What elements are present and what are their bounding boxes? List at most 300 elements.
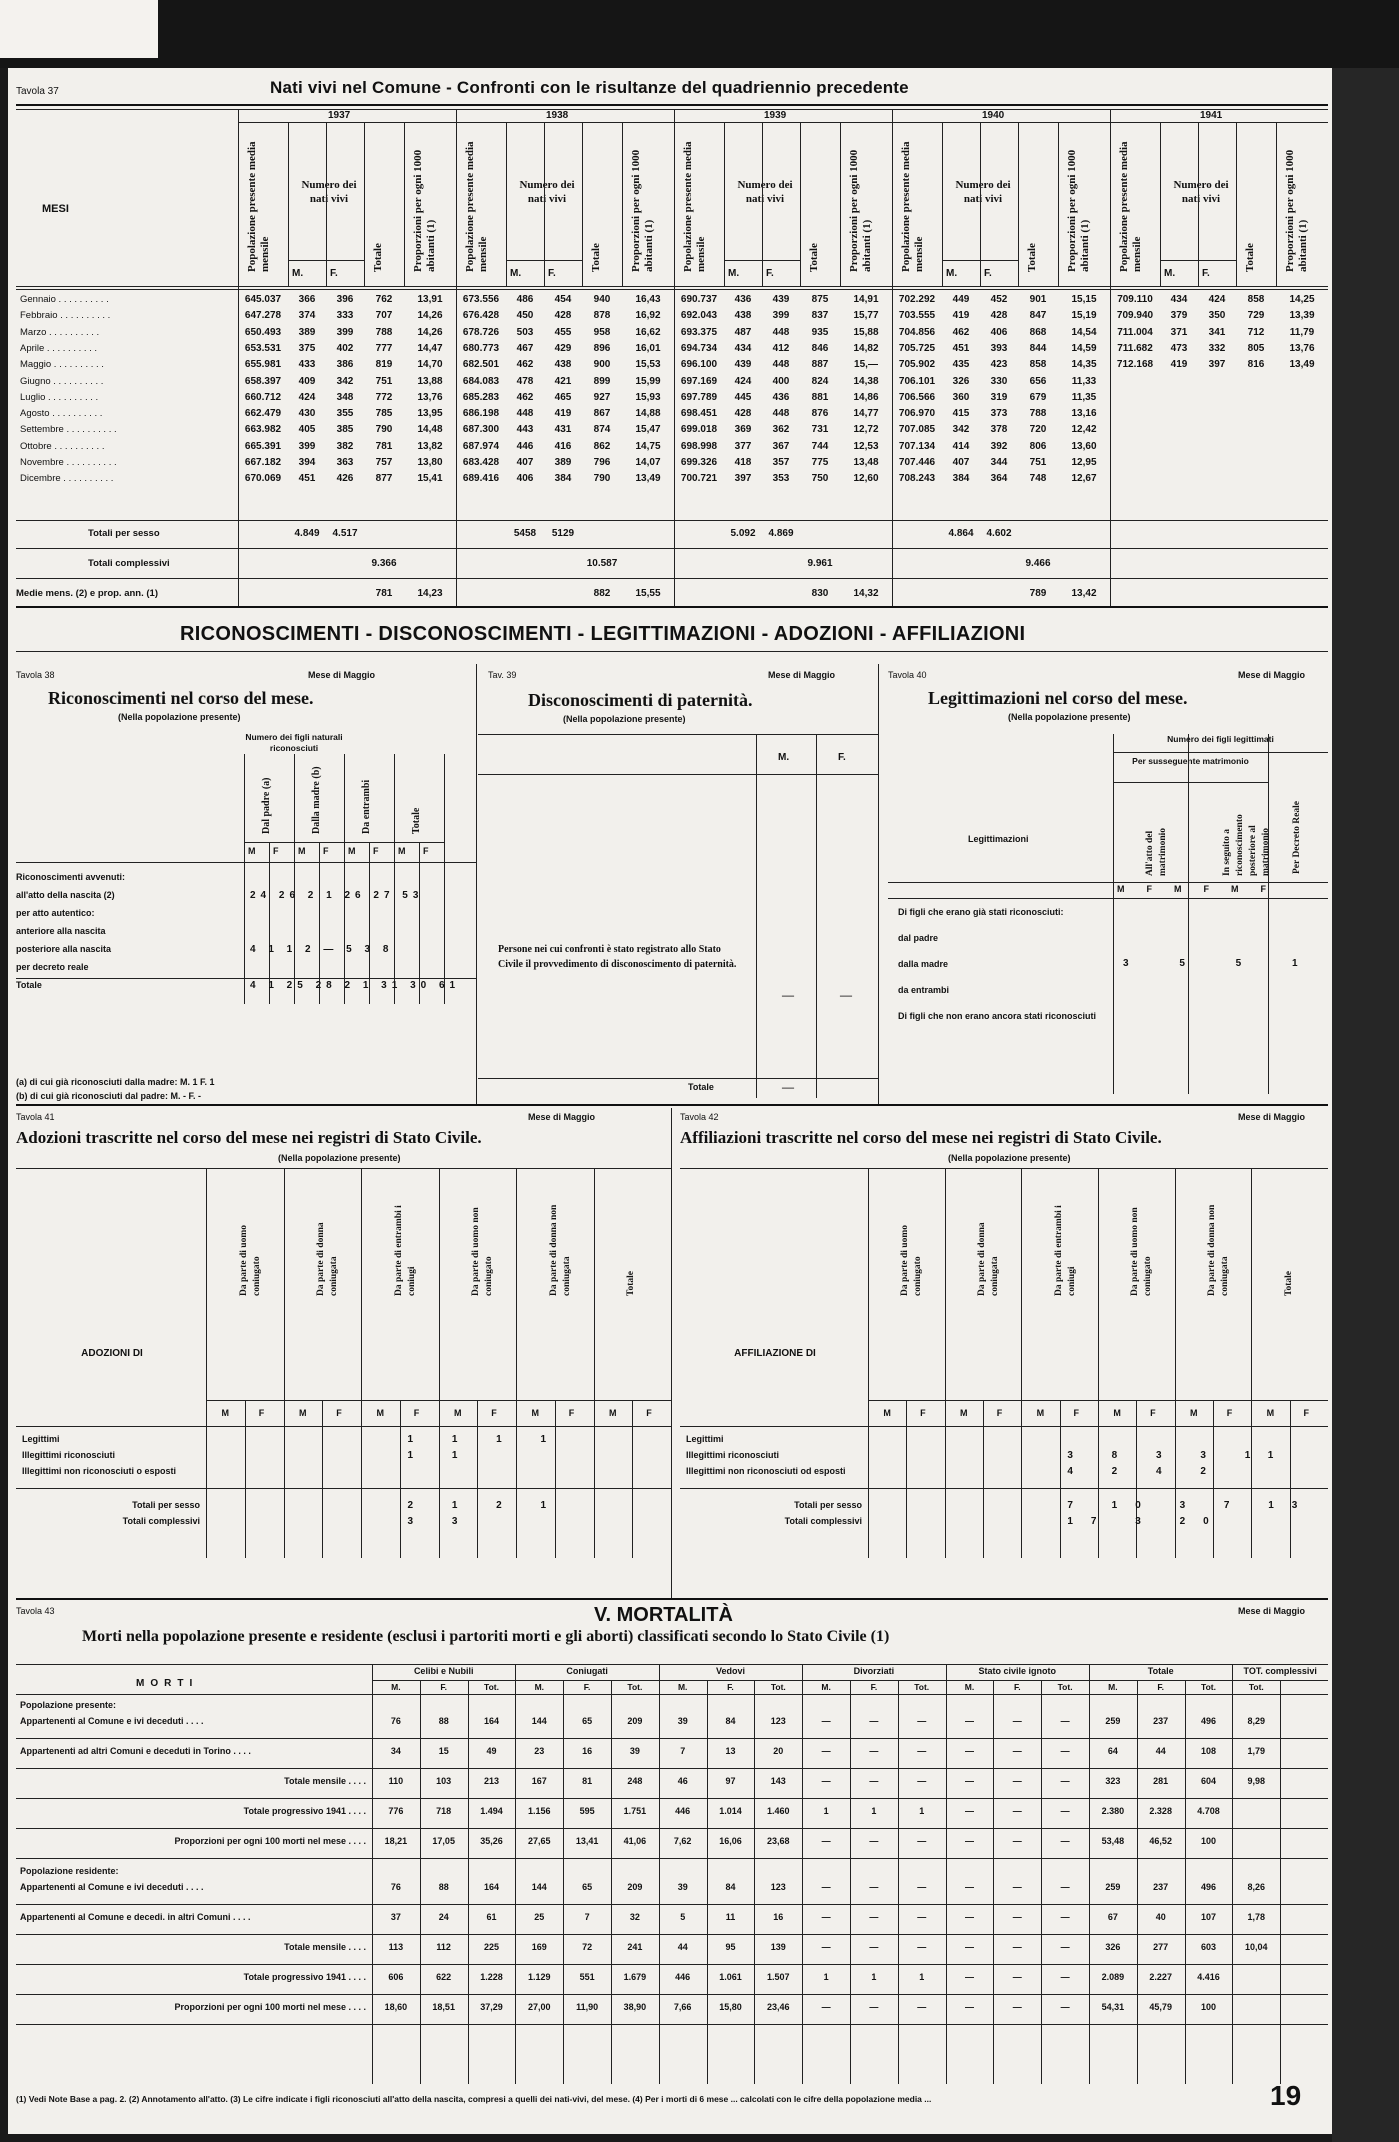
t40-row: dalla madre	[898, 959, 949, 969]
t37-subcol-sep	[800, 122, 801, 286]
t43-row-rule	[16, 1994, 1328, 1995]
t37-cell: 412	[772, 342, 790, 354]
t37-tot-m: 5458	[513, 528, 537, 539]
t42-col-head-text: Da parte di donna coniugata	[977, 1222, 1000, 1296]
t41-col-head-text: Da parte di donna non coniugata	[548, 1204, 572, 1296]
t43-sub: F.	[440, 1682, 447, 1692]
t37-cell: 419	[554, 408, 572, 420]
t42-month: Mese di Maggio	[1238, 1112, 1306, 1122]
t39-text: Persone nei cui confronti è stato registrato allo Stato Civile il provvedimento di disconoscimento di paternità.	[498, 944, 737, 970]
t37-h-tot-text: Totale	[808, 243, 820, 272]
t43-cell: 37,29	[480, 2002, 503, 2012]
t43-cell: 1.228	[480, 1972, 503, 1982]
t43-cell: 7	[680, 1746, 686, 1756]
t37-cell: 862	[593, 440, 611, 452]
t37-cell: 858	[1029, 359, 1047, 371]
t37-cell: 720	[1029, 424, 1047, 436]
t37-subcol-sep	[1198, 122, 1199, 286]
t38-month: Mese di Maggio	[308, 670, 376, 680]
t41-mf-sep	[555, 1400, 556, 1558]
t37-cell: 751	[1029, 457, 1047, 468]
t43-cell: 27,00	[528, 2002, 551, 2012]
t37-cell: 712	[1247, 326, 1265, 338]
t37-cell: 13,49	[1289, 359, 1315, 371]
t40-month: Mese di Maggio	[1238, 670, 1306, 680]
t37-cell: 13,76	[1289, 342, 1315, 354]
t41-f: F	[413, 1408, 420, 1418]
t38-col-sep	[394, 754, 395, 1004]
t37-row-mese: Agosto . . . . . . . . . .	[20, 408, 103, 420]
t43-cell: —	[964, 1942, 974, 1952]
t37-cell: 399	[336, 326, 354, 338]
t41-col-head-text: Da parte di entrambi i coniugi	[393, 1205, 417, 1296]
t37-cell: 448	[516, 408, 534, 420]
t42-mf-sep	[1290, 1400, 1291, 1558]
t38-total-rule	[16, 978, 476, 979]
t37-cell: 486	[516, 294, 534, 305]
t43-cell: 84	[725, 1716, 736, 1726]
t37-cell: 690.737	[680, 294, 718, 305]
t43-cell: 11,90	[576, 2002, 599, 2012]
t43-cell: 1,78	[1247, 1912, 1266, 1922]
t42-col-head	[1053, 1186, 1079, 1296]
t37-subcol-sep	[404, 122, 405, 286]
t37-cell: 353	[772, 473, 790, 485]
t43-cell: 76	[390, 1716, 401, 1726]
t43-cell: 237	[1153, 1716, 1169, 1726]
t43-cell: 27,65	[528, 1836, 551, 1846]
t37-cell: 824	[811, 375, 829, 387]
t37-cell: 406	[990, 326, 1008, 338]
t41-row-label: Legittimi	[22, 1434, 60, 1444]
t37-cell: 709.940	[1116, 310, 1154, 322]
t37-cell: 15,19	[1071, 310, 1097, 322]
t37-cell: 503	[516, 326, 534, 338]
t37-cell: 357	[772, 457, 790, 468]
t37-h-num: Numero dei nati vivi	[955, 179, 1011, 205]
t38-note-b: (b) di cui già riconosciuti dal padre: M. - F. -	[16, 1091, 202, 1101]
t42-m: M	[1190, 1408, 1198, 1418]
t43-cell: 139	[770, 1942, 786, 1952]
t43-cell: 8,26	[1247, 1882, 1266, 1892]
t43-sub: F.	[1157, 1682, 1164, 1692]
t43-cell: 1.494	[480, 1806, 503, 1816]
t43-cell: 1	[823, 1972, 829, 1982]
t41-row-values: 3 3	[407, 1516, 476, 1527]
t43-cell: —	[1060, 1806, 1070, 1816]
t43-cell: 23,68	[767, 1836, 790, 1846]
t37-cell: 439	[734, 359, 752, 371]
t37-cell: 399	[298, 440, 316, 452]
t37-top-rule-2	[16, 109, 1328, 110]
t37-cell: 14,07	[635, 457, 661, 468]
t42-m: M	[1036, 1408, 1045, 1418]
t37-totali-sesso-label: Totali per sesso	[88, 528, 160, 539]
t42-head-rule	[680, 1426, 1328, 1427]
t37-cell: 655.981	[244, 359, 282, 371]
t38-m: M	[348, 846, 356, 856]
t43-cell: 16	[582, 1746, 593, 1756]
t37-cell: 896	[593, 342, 611, 354]
t43-cell: —	[821, 1776, 831, 1786]
t43-cell: —	[1012, 1776, 1022, 1786]
t37-cell: 428	[734, 408, 752, 420]
t43-cell: —	[869, 2002, 879, 2012]
t43-cell: —	[869, 1716, 879, 1726]
t37-year-rule	[238, 122, 1328, 123]
t42-f: F	[920, 1408, 926, 1418]
t37-cell: 12,72	[853, 424, 879, 436]
t37-cell: 14,54	[1071, 326, 1097, 338]
t41-row-label: Illegittimi non riconosciuti o esposti	[22, 1466, 177, 1476]
t39-f-sep	[816, 734, 817, 1098]
t43-cell: 65	[582, 1882, 593, 1892]
t43-cell: —	[821, 1912, 831, 1922]
t37-cell: 416	[554, 440, 572, 452]
t37-cell: 656	[1029, 375, 1047, 387]
t37-medie-p: 14,32	[853, 588, 879, 599]
t42-row-label: Totali per sesso	[794, 1500, 862, 1510]
t43-cell: 7,62	[673, 1836, 692, 1846]
t43-cell: —	[1012, 1836, 1022, 1846]
t37-cell: 867	[593, 408, 611, 420]
t37-cell: 445	[734, 391, 752, 403]
t37-cell: 14,91	[853, 294, 879, 305]
t37-cell: 374	[298, 310, 316, 322]
t43-sub: Tot.	[627, 1682, 643, 1692]
t39-subtitle: (Nella popolazione presente)	[563, 714, 686, 724]
t43-cell: 61	[486, 1912, 497, 1922]
t38-row-label: posteriore alla nascita	[16, 944, 112, 954]
t43-cell: 622	[436, 1972, 452, 1982]
t37-cell: 369	[734, 424, 752, 436]
t38-row-values: 24 26 2 1 26 27 53	[250, 890, 424, 901]
t38-f: F	[423, 846, 429, 856]
t37-row-mese: Marzo . . . . . . . . . .	[20, 326, 100, 338]
t43-row-rule	[16, 1934, 1328, 1935]
t43-cell: 2.328	[1149, 1806, 1172, 1816]
t43-cell: 95	[725, 1942, 736, 1952]
t43-cell: —	[917, 1716, 927, 1726]
t43-cell: 13	[725, 1746, 736, 1756]
t43-row-rule	[16, 1964, 1328, 1965]
t41-col-sep	[206, 1168, 207, 1558]
t43-cell: 44	[677, 1942, 688, 1952]
t41-col-sep	[361, 1168, 362, 1558]
t43-cell: 551	[579, 1972, 595, 1982]
t41-row-values: 1 1	[407, 1450, 476, 1461]
t43-cell: —	[1060, 2002, 1070, 2012]
t37-medie-p: 15,55	[635, 588, 661, 599]
t42-row-values: 3 8 3 3 11	[1067, 1450, 1292, 1461]
t41-total-rule	[16, 1488, 671, 1489]
t43-cell: 84	[725, 1882, 736, 1892]
t43-cell: 23	[534, 1746, 545, 1756]
t43-cell: 23,46	[767, 2002, 790, 2012]
t37-tot-c: 9.366	[371, 558, 397, 569]
t40-head-rule	[888, 898, 1328, 899]
t41-subtitle: (Nella popolazione presente)	[278, 1153, 401, 1163]
t37-cell: 15,15	[1071, 294, 1097, 305]
t37-cell: 662.479	[244, 408, 282, 420]
t37-cell: 350	[1208, 310, 1226, 322]
t37-cell: 13,82	[417, 440, 443, 452]
t38-f: F	[323, 846, 329, 856]
t43-cell: 113	[388, 1942, 404, 1952]
t41-m: M	[609, 1408, 617, 1418]
t40-row: Di figli che non erano ancora stati riconosciuti	[898, 1011, 1097, 1021]
t43-cell: —	[1060, 1882, 1070, 1892]
t41-mf-sep	[400, 1400, 401, 1558]
t38-col-sep	[344, 754, 345, 1004]
t37-cell: 847	[1029, 310, 1047, 322]
t43-cell: 18,51	[432, 2002, 455, 2012]
t43-cell: 326	[1105, 1942, 1121, 1952]
t43-cell: —	[1060, 1776, 1070, 1786]
t37-cell: 428	[554, 310, 572, 322]
t43-cell: —	[964, 1882, 974, 1892]
adopt-top-rule	[16, 1168, 671, 1169]
t37-cell: 418	[734, 457, 752, 468]
t37-tot-rule	[16, 548, 1328, 549]
t37-body-rule	[16, 520, 1328, 521]
t37-h-prop-text: Proporzioni per ogni 1000 abitanti (1)	[412, 149, 437, 272]
t43-month: Mese di Maggio	[1238, 1606, 1306, 1616]
t37-subcol-sep	[288, 122, 289, 286]
t37-h-tot-text: Totale	[1026, 243, 1038, 272]
t37-cell: 663.982	[244, 424, 282, 436]
t40-label: Tavola 40	[888, 670, 927, 680]
t43-cell: 41,06	[623, 1836, 647, 1846]
t37-sub-m: M.	[292, 268, 304, 279]
t37-cell: 15,77	[853, 310, 879, 322]
t40-col-head	[1144, 786, 1170, 876]
t42-col-head	[1283, 1186, 1296, 1296]
t43-cell: 323	[1105, 1776, 1121, 1786]
t37-sub-m: M.	[1164, 268, 1176, 279]
t37-cell: 796	[593, 457, 611, 468]
t41-row-values: 1 1 1 1	[407, 1434, 565, 1445]
t43-cell: 603	[1200, 1942, 1216, 1952]
t37-top-rule	[16, 104, 1328, 106]
t37-cell: 670.069	[244, 473, 282, 485]
t40-row: dal padre	[898, 933, 939, 943]
t37-cell: 363	[336, 457, 354, 468]
t37-cell: 781	[375, 440, 393, 452]
t37-cell: 729	[1247, 310, 1265, 322]
t37-mesi-label: MESI	[42, 203, 69, 215]
t37-cell: 12,53	[853, 440, 879, 452]
t43-cell: —	[869, 1882, 879, 1892]
t38-row-label: per atto autentico:	[16, 908, 95, 918]
t37-h-prop-text: Proporzioni per ogni 1000 abitanti (1)	[1066, 149, 1091, 272]
t40-row-values: 3 5 5 1	[1123, 958, 1322, 969]
t43-cell: 496	[1200, 1882, 1216, 1892]
t43-row-label: Appartenenti ad altri Comuni e deceduti in Torino . . . .	[20, 1746, 251, 1756]
t42-row-values: 7 10 3 7 13	[1067, 1500, 1316, 1511]
t43-cell: —	[869, 1942, 879, 1952]
t41-col-head	[470, 1186, 496, 1296]
t43-cell: —	[964, 1972, 974, 1982]
t37-medie-p: 14,23	[417, 588, 443, 599]
t38-col-head-text: Totale	[411, 807, 422, 834]
t43-sub: Tot.	[1248, 1682, 1264, 1692]
t43-cell: —	[1012, 1746, 1022, 1756]
t38-m: M	[298, 846, 306, 856]
t37-cell: 935	[811, 326, 829, 338]
t37-cell: 788	[1029, 408, 1047, 420]
t37-cell: 772	[375, 391, 393, 403]
t40-col-sep	[1113, 734, 1114, 1094]
t37-cell: 397	[734, 473, 752, 485]
t41-col-head	[625, 1186, 638, 1296]
t37-cell: 13,16	[1071, 408, 1097, 420]
t41-m: M	[376, 1408, 384, 1418]
t37-h-tot	[590, 132, 603, 272]
t39-mf-rule	[478, 774, 878, 775]
t43-cell: 17,05	[432, 1836, 455, 1846]
t43-cell: 237	[1153, 1882, 1169, 1892]
t37-cell: 707.134	[898, 440, 936, 452]
t37-cell: 881	[811, 391, 829, 403]
t37-cell: 394	[298, 457, 316, 468]
t43-cell: —	[964, 1716, 974, 1726]
t41-col-head-text: Da parte di uomo non coniugato	[471, 1207, 495, 1296]
t41-f: F	[258, 1408, 265, 1418]
t37-cell: 446	[516, 440, 534, 452]
t37-sub-f: F.	[330, 268, 338, 279]
t43-group-rule	[372, 1680, 1328, 1681]
t43-sub: M.	[391, 1682, 401, 1692]
t43-row-rule	[16, 1858, 1328, 1859]
t43-group: Vedovi	[715, 1666, 745, 1676]
t37-row-mese: Gennaio . . . . . . . . . .	[20, 294, 109, 305]
t37-year: 1940	[982, 110, 1005, 121]
t37-cell: 371	[1170, 326, 1188, 338]
t37-cell: 478	[516, 375, 534, 387]
t41-label: Tavola 41	[16, 1112, 55, 1122]
t37-cell: 14,48	[417, 424, 443, 436]
t40-row: Di figli che erano già stati riconosciuti:	[898, 907, 1064, 917]
t43-cell: 718	[436, 1806, 452, 1816]
t37-cell: 433	[298, 359, 316, 371]
t37-cell: 344	[990, 457, 1008, 468]
t39-dash-f: —	[840, 988, 852, 1002]
t43-cell: 2.227	[1149, 1972, 1172, 1982]
t37-cell: 14,59	[1071, 342, 1097, 354]
t40-col-head-text: Per Decreto Reale	[1292, 801, 1302, 874]
t37-tot-m: 5.092	[730, 528, 756, 539]
t37-cell: 402	[336, 342, 354, 354]
t37-cell: 378	[990, 424, 1008, 436]
t37-cell: 750	[811, 473, 829, 485]
t37-h-pop	[246, 132, 272, 272]
t41-mf-sep	[477, 1400, 478, 1558]
t42-row-label: Totali complessivi	[784, 1516, 862, 1526]
t43-group: Stato civile ignoto	[978, 1666, 1057, 1676]
t42-subtitle: (Nella popolazione presente)	[948, 1153, 1071, 1163]
t37-cell: 12,42	[1071, 424, 1097, 436]
t43-row-label: Proporzioni per ogni 100 morti nel mese . . . .	[174, 2002, 366, 2012]
t41-f: F	[646, 1408, 652, 1418]
t37-h-pop-text: Popolazione presente media mensile	[900, 141, 925, 272]
t43-cell: 76	[390, 1882, 401, 1892]
t43-sub: Tot.	[1201, 1682, 1216, 1692]
t43-cell: 49	[486, 1746, 497, 1756]
t37-subcol-sep	[942, 122, 943, 286]
t37-cell: 13,48	[853, 457, 879, 468]
t40-row-label: Legittimazioni	[968, 834, 1029, 844]
t43-title: Morti nella popolazione presente e residente (esclusi i partoriti morti e gli aborti) classificati secondo lo Stato Civile (1)	[82, 1628, 890, 1645]
t40-group-rule	[1113, 752, 1328, 753]
t37-cell: 439	[772, 294, 790, 305]
t37-cell: 693.375	[680, 326, 718, 338]
t37-row-mese: Ottobre . . . . . . . . . .	[20, 440, 105, 452]
t37-cell: 455	[554, 326, 572, 338]
t37-cell: 653.531	[244, 342, 282, 354]
t37-year: 1937	[328, 110, 351, 121]
t37-cell: 682.501	[462, 359, 500, 371]
t38-f: F	[373, 846, 379, 856]
t37-cell: 392	[990, 440, 1008, 452]
t37-h-tot	[372, 132, 385, 272]
t43-cell: 107	[1200, 1912, 1216, 1922]
t37-cell: 704.856	[898, 326, 936, 338]
t37-cell: 700.721	[680, 473, 718, 485]
t43-cell: 100	[1200, 1836, 1216, 1846]
t37-tot-f: 4.869	[768, 528, 794, 539]
t37-cell: 706.566	[898, 391, 936, 403]
t37-sub-m: M.	[728, 268, 740, 279]
t37-cell: 366	[298, 294, 316, 305]
t37-cell: 393	[990, 342, 1008, 354]
t37-row-mese: Aprile . . . . . . . . . .	[20, 342, 98, 354]
t38-col-head	[410, 764, 423, 834]
t43-cell: —	[964, 1912, 974, 1922]
t37-subcol-sep	[1276, 122, 1277, 286]
t39-m-sep	[756, 734, 757, 1098]
t41-mf-rule	[206, 1400, 671, 1401]
t43-cell: —	[1060, 1836, 1070, 1846]
t37-cell: 14,35	[1071, 359, 1097, 371]
t43-cell: 45,79	[1149, 2002, 1172, 2012]
t43-sub: Tot.	[770, 1682, 786, 1692]
t43-sub: Tot.	[914, 1682, 930, 1692]
t39-divider	[878, 664, 879, 1104]
t38-title: Riconoscimenti nel corso del mese.	[48, 688, 314, 708]
t37-h-tot-text: Totale	[1244, 243, 1256, 272]
t37-medie-label: Medie mens. (2) e prop. ann. (1)	[16, 588, 158, 599]
t37-cell: 712.168	[1116, 359, 1154, 371]
t43-group-sep	[946, 1664, 947, 2084]
t37-cell: 438	[554, 359, 572, 371]
t43-cell: 281	[1153, 1776, 1169, 1786]
page-number: 19	[1270, 2080, 1302, 2111]
t37-cell: 12,67	[1071, 473, 1097, 485]
t40-sub-rule	[1113, 782, 1268, 783]
t43-cell: —	[917, 1912, 927, 1922]
t37-cell: 450	[516, 310, 534, 322]
t37-medie-v: 789	[1029, 588, 1047, 599]
t41-f: F	[568, 1408, 575, 1418]
t37-cell: 711.682	[1117, 342, 1153, 354]
t37-row-mese: Giugno . . . . . . . . . .	[20, 375, 104, 387]
t37-h-num: Numero dei nati vivi	[737, 179, 793, 205]
t43-cell: —	[821, 2002, 831, 2012]
t43-cell: —	[821, 1716, 831, 1726]
t43-cell: 606	[388, 1972, 404, 1982]
t38-col-head	[260, 764, 273, 834]
